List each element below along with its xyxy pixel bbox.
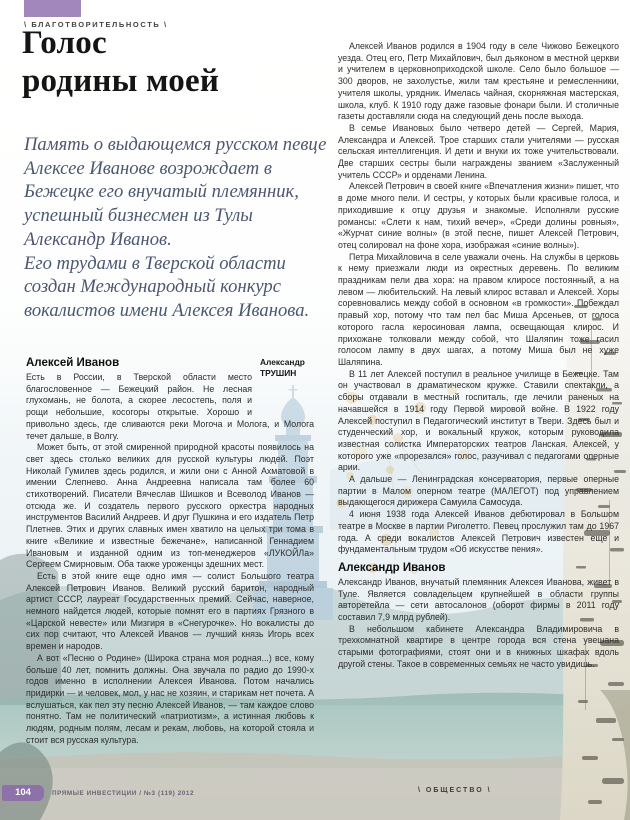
paragraph: Есть в России, в Тверской области место благословенное — Бежецкий район. Не лесная глухомань, не болота, а скорее лесостепь, поля и рощи небольшие, косогоры открытые. Хорошо и привольно здесь, где сливаются реки Могоча и Молога, и Молога течет дальше, в Волгу. <box>26 372 314 441</box>
paragraph: А дальше — Ленинградская консерватория, первые оперные партии в Малом оперном театре (МАЛЕГОТ) под управлением выдающегося дирижера Самуила Самосуда. <box>338 474 619 508</box>
paragraph: Алексей Иванов родился в 1904 году в селе Чижово Бежецкого уезда. Отец его, Петр Михайлович, был дьяконом в местной церкви и учителем в церковноприходской школе. Село было большое — 300 дворов, не захолустье, жили там крестьяне и ремесленники, учителя школы, урядник. Имелась чайная, скорняжная мастерская, школа, клуб. К 1910 году даже газовые фонари были. И столичные газеты доставляли сюда на следующий день после выхода. <box>338 41 619 122</box>
right-column-heading: Александр Иванов <box>338 561 446 574</box>
footer-section-label: \ ОБЩЕСТВО \ <box>418 787 492 794</box>
footer-magazine-title: ПРЯМЫЕ ИНВЕСТИЦИИ / №3 (119) 2012 <box>52 790 195 797</box>
page-title-line1: Голос <box>22 25 107 61</box>
paragraph: Может быть, от этой смиренной природной красоты появилось на свет здесь столько великих для русской культуры людей. Поэт Николай Гумилев здесь родился, и жили они с Анной Ахматовой в имении Слепнево. Анна Андреевна написала там более 60 стихотворений. Писатели Вячеслав Шишков и Всеволод Иванов — отсюда же. И создатель первого русского оркестра народных инструментов Василий Андреев. И друг Пушкина и его издатель Петр Плетнев. Этих и других славных имен хватило на целых три тома в книге «Великие и известные бежечане», написанной Геннадием Ивановым и изданной одним из топ-менеджеров «ЛУКОЙЛа» Сергеем Смирновым. Оба также уроженцы здешних мест. <box>26 442 314 570</box>
page-title-line2: родины моей <box>22 63 220 99</box>
paragraph: А вот «Песню о Родине» (Широка страна моя родная...) все, кому больше 40 лет, помнить должны. Она звучала по радио до 1990-х годов именно в исполнении Алексея Иванова. Потом начались придирки — и человек, мол, у нас не хозяин, и старикам нет почета. А вслушаться, как пел эту песню Алексей Иванов, — там каждое слово понятно. Там не политический «патриотизм», а истинная любовь к людям, родным полям, лесам и рекам, любовь, на которой стояла и стоит вся русская культура. <box>26 652 314 745</box>
paragraph: Алексей Петрович в своей книге «Впечатления жизни» пишет, что в доме много пели. И сестры, у которых были красивые голоса, и приходившие к отцу друзья и знакомые. Исполняли русские романсы: «Слети к нам, тихий вечер», «Среди долины ровныя», «Журчат синие волны» (в этой песне, пишет Алексей Петрович, отец солировал на фоне хора, изображая «синие волны»). <box>338 181 619 250</box>
lead-part2: Его трудами в Тверской области создан Международный конкурс вокалистов имени Алексея Иванова. <box>24 252 310 321</box>
paragraph: Есть в этой книге еще одно имя — солист Большого театра Алексей Петрович Иванов. Великий русский баритон, народный артист СССР, лауреат Государственных премий. Сейчас, наверное, немного найдется людей, которые помнят его в партиях Грязного в «Царской невесте» или Мизгиря в «Снегурочке». Но вокалисты до сих пор считают, что Алексей Иванов — лучший князь Игорь всех времен и народов. <box>26 570 314 652</box>
section-kicker: \ БЛАГОТВОРИТЕЛЬНОСТЬ \ <box>24 20 168 29</box>
photo-credit <box>260 357 318 379</box>
lead-part1: Память о выдающемся русском певце Алексее Иванове возрождает в Бежецке его внучатый племянник, успешный бизнесмен из Тулы Александр Иванов. <box>24 134 327 250</box>
accent-bar <box>24 0 81 17</box>
right-column <box>338 41 619 671</box>
page-title <box>22 24 219 100</box>
paragraph: Александр Иванов, внучатый племянник Алексея Иванова, живет в Туле. Является совладельцем крупнейшей в области группы авторетейла — сети автосалонов (оборот фирмы в 2011 году составил 7,9 млрд рублей). <box>338 576 619 623</box>
paragraph: Петра Михайловича в селе уважали очень. На службы в церковь к нему приезжали люди из окрестных деревень. По великим праздникам пели два хора: на правом клиросе постоянный, а на левом — любительский. На левый клирос вставал и Алексей. Хоры соревновались между собой в основном «в громкости». Побеждал правый хор, потому что там пел бас Миша Арсеньев, от голоса которого гасла керосиновая лампа, освещающая клирос. И прихожане толковали между собой, что Шаляпин тоже гасил голосом лампу в двух шагах, а потому Миша был не хуже Шаляпина. <box>338 251 619 367</box>
photo-credit-first-name: Александр <box>260 357 305 367</box>
page-number-badge: 104 <box>2 785 44 801</box>
photo-credit-last-name: ТРУШИН <box>260 368 297 378</box>
left-column <box>26 356 314 747</box>
left-column-heading: Алексей Иванов <box>26 357 120 369</box>
paragraph: В 11 лет Алексей поступил в реальное училище в Бежецке. Там он участвовал в драматическом кружке. Ставили спектакли, а сборы отдавали в местный госпиталь, где лечили раненых на начавшейся в 1914 году Первой мировой войне. В 1922 году Алексей поступил в Педагогический институт в Твери. Здесь был и студенческий хор, и вокальный кружок, которым руководила известная солистка Императорских театров Ланская. Алексей, у которого уже «прорезался» голос, разучивал с педагогами оперные арии. <box>338 368 619 473</box>
paragraph: В небольшом кабинете Александра Владимировича в трехкомнатной квартире в центре города вся стена увешана старыми фотографиями, стоят они и в книжных шкафах вдоль другой стены. Такое в современных семьях не часто увидишь. <box>338 623 619 669</box>
lead-paragraph <box>24 133 328 323</box>
paragraph: В семье Ивановых было четверо детей — Сергей, Мария, Александра и Алексей. Трое старших стали учителями — русская сельская интеллигенция. И дети и внуки их тоже учительствовали. Две старших сестры были награждены званием «Заслуженный учитель СССР» и орденами Ленина. <box>338 122 619 180</box>
paragraph: 4 июня 1938 года Алексей Иванов дебютировал в Большом театре в Москве в партии Риголетто. Певец прослужил там до 1967 года. А среди вокалистов Алексей Петрович известен еще и фундаментальным трудом «Об искусстве пения». <box>338 509 619 555</box>
